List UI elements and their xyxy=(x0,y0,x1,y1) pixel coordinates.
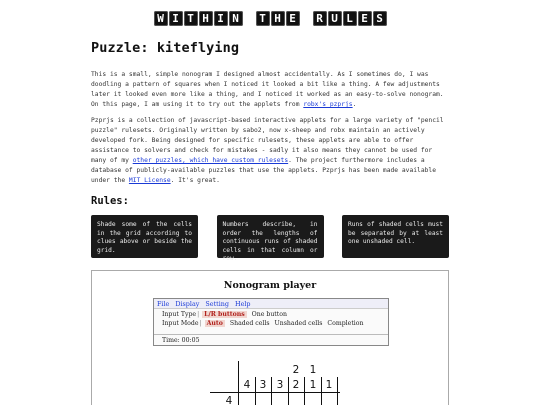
nonogram-grid[interactable] xyxy=(92,271,450,405)
rule-card: Runs of shaded cells must be separated by at least one unshaded cell. xyxy=(342,215,449,258)
banner-letter: U xyxy=(328,11,342,26)
menu-setting[interactable]: Setting xyxy=(205,300,229,308)
grid-line xyxy=(238,361,239,405)
banner-letter: I xyxy=(214,11,228,26)
nonogram-applet xyxy=(91,270,449,405)
banner-letter: H xyxy=(271,11,285,26)
pzprjs-text-end: . It's great. xyxy=(170,177,220,184)
column-clue: 3 xyxy=(259,379,267,391)
other-puzzles-link[interactable]: other puzzles, which have custom rulesets xyxy=(132,157,289,164)
column-clue: 2 xyxy=(292,364,300,376)
banner-letter: L xyxy=(343,11,357,26)
input-mode-auto[interactable]: Auto xyxy=(206,320,223,327)
menu-file[interactable]: File xyxy=(157,300,170,308)
banner-word-the xyxy=(256,11,300,26)
input-mode-shaded[interactable]: Shaded cells xyxy=(229,320,270,327)
input-type-label: Input Type xyxy=(162,311,197,318)
banner-letter: E xyxy=(286,11,300,26)
grid-line xyxy=(255,377,256,405)
column-clue: 1 xyxy=(309,379,317,391)
applet-title: Nonogram player xyxy=(223,280,317,291)
banner-letter: I xyxy=(169,11,183,26)
grid-line xyxy=(304,377,305,405)
grid-line xyxy=(288,377,289,405)
menu-help[interactable]: Help xyxy=(235,300,251,308)
intro-paragraph xyxy=(91,70,449,110)
pzprjs-paragraph xyxy=(91,116,449,186)
input-type-row: Input Type| L/R buttons One button xyxy=(162,311,287,318)
intro-text: This is a small, simple nonogram I designed almost accidentally. As I sometimes do, I was doodling a pattern of squares when I noticed it looked a bit like a thing. A few adjustments later it looked even more like a thing, and I noticed it worked as an easy-to-solve nonogram. On this page, I am using it to try out the applets from xyxy=(91,71,444,108)
input-mode-unshaded[interactable]: Unshaded cells xyxy=(274,320,323,327)
banner-letter: S xyxy=(373,11,387,26)
grid-line xyxy=(321,377,322,405)
banner-letter: T xyxy=(256,11,270,26)
mit-license-link[interactable]: MIT License xyxy=(128,177,171,184)
grid-line xyxy=(337,377,338,405)
pzprjs-link[interactable]: robx's pzprjs xyxy=(303,101,353,108)
site-banner[interactable] xyxy=(0,11,540,26)
column-clue: 1 xyxy=(309,364,317,376)
banner-letter: R xyxy=(313,11,327,26)
menu-display[interactable]: Display xyxy=(175,300,200,308)
column-clue: 3 xyxy=(276,379,284,391)
rules-heading: Rules: xyxy=(91,195,129,207)
rule-card: Numbers describe, in order the lengths of continuous runs of shaded cells in that column or row. xyxy=(217,215,324,258)
rules-list xyxy=(91,215,449,263)
banner-letter: W xyxy=(154,11,168,26)
rule-card: Shade some of the cells in the grid according to clues above or beside the grid. xyxy=(91,215,198,258)
column-clue: 1 xyxy=(325,379,333,391)
input-type-lr-buttons[interactable]: L/R buttons xyxy=(204,311,245,318)
input-type-one-button[interactable]: One button xyxy=(251,311,287,318)
banner-word-within xyxy=(154,11,243,26)
page-title: Puzzle: kiteflying xyxy=(91,40,240,56)
input-mode-label: Input Mode xyxy=(162,320,199,327)
banner-letter: E xyxy=(358,11,372,26)
row-clue: 4 xyxy=(225,395,233,405)
grid-line xyxy=(271,377,272,405)
main-content xyxy=(91,40,449,263)
grid-line xyxy=(210,392,340,393)
pzprjs-text: Pzprjs is a collection of javascript-based interactive applets for a large variety of "pencil puzzle" rulesets. Originally written by sabo2, now x-sheep and robx maintain an actively developed fork. Being designed for specific rulesets, these applets are able to offer assistance to solvers and check for mistakes - sadly it also means they cannot be used for many of my xyxy=(91,117,444,164)
banner-word-rules xyxy=(313,11,387,26)
timer: Time: 00:05 xyxy=(162,337,200,344)
pzprjs-text-middle: . The project furthermore includes a database of publicly-available puzzles that use the applets. Pzprjs has been made available under the xyxy=(91,157,436,184)
banner-letter: T xyxy=(184,11,198,26)
column-clue: 2 xyxy=(292,379,300,391)
input-mode-completion[interactable]: Completion xyxy=(327,320,364,327)
column-clue: 4 xyxy=(243,379,251,391)
input-mode-row: Input Mode| Auto Shaded cells Unshaded cells Completion xyxy=(162,320,364,327)
banner-letter: N xyxy=(229,11,243,26)
banner-letter: H xyxy=(199,11,213,26)
intro-text-end: . xyxy=(352,101,357,108)
